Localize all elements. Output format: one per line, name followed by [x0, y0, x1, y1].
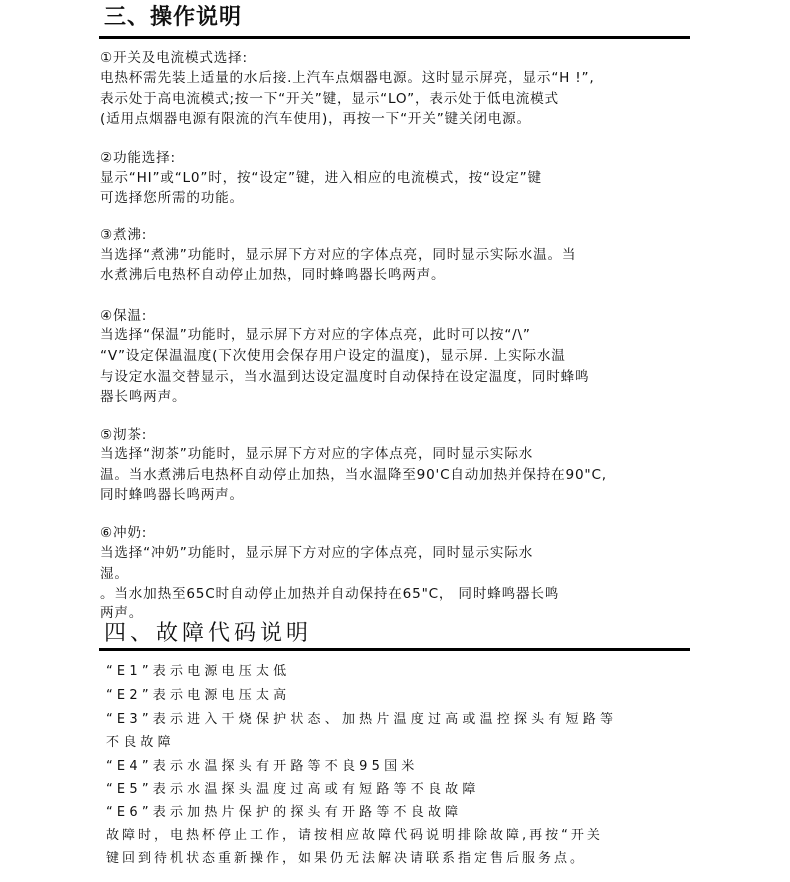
fault-code-e4: “E4”表示水温探头有开路等不良95国米 [106, 759, 419, 774]
paragraph-line: 当选择“冲奶”功能时，显示屏下方对应的字体点亮，同时显示实际水 [100, 545, 534, 561]
paragraph-line: 电热杯需先装上适量的水后接.上汽车点烟器电源。这时显示屏亮，显示“H !”, [100, 70, 595, 86]
paragraph-line: 可选择您所需的功能。 [100, 190, 244, 206]
paragraph-line: 显示“HI”或“L0”时，按“设定”键，进入相应的电流模式，按“设定”键 [100, 170, 542, 186]
paragraph-line: (适用点烟器电源有限流的汽车使用)，再按一下“开关”键关闭电源。 [100, 111, 531, 127]
fault-instructions: 故障时，电热杯停止工作，请按相应故障代码说明排除故障,再按“开关 [106, 828, 603, 843]
fault-code-e5: “E5”表示水温探头温度过高或有短路等不良故障 [106, 782, 480, 797]
fault-instructions: 键回到待机状态重新操作，如果仍无法解决请联系指定售后服务点。 [106, 851, 587, 866]
fault-code-e3: “E3”表示进入干烧保护状态、加热片温度过高或温控探头有短路等 [106, 712, 618, 727]
paragraph-line: 温。当水煮沸后电热杯自动停止加热，当水温降至90'C自动加热并保持在90"C, [100, 467, 607, 483]
section-4-rule [99, 648, 690, 651]
paragraph-line: 当选择“保温”功能时，显示屏下方对应的字体点亮，此时可以按“/\” [100, 327, 531, 343]
subheading-switch-mode: ①开关及电流模式选择: [100, 50, 248, 66]
paragraph-line: 。当水加热至65C时自动停止加热并自动保持在65"C， 同时蜂鸣器长鸣 [100, 586, 560, 602]
section-3-rule [99, 36, 690, 39]
paragraph-line: 当选择“沏茶”功能时，显示屏下方对应的字体点亮，同时显示实际水 [100, 446, 534, 462]
paragraph-line: 器长鸣两声。 [100, 389, 187, 405]
subheading-tea: ⑤沏茶: [100, 427, 148, 443]
fault-code-e1: “E1”表示电源电压太低 [106, 664, 291, 679]
fault-code-e6: “E6”表示加热片保护的探头有开路等不良故障 [106, 805, 463, 820]
subheading-function-select: ②功能选择: [100, 150, 176, 166]
section-4-title: 四、故障代码说明 [104, 621, 313, 646]
paragraph-line: 水煮沸后电热杯自动停止加热，同时蜂鸣器长鸣两声。 [100, 267, 446, 283]
paragraph-line: 湿。 [100, 566, 129, 582]
subheading-boil: ③煮沸: [100, 227, 148, 243]
subheading-keep-warm: ④保温: [100, 308, 148, 324]
paragraph-line: 表示处于高电流模式;按一下“开关”键，显示“LO”，表示处于低电流模式 [100, 91, 559, 107]
paragraph-line: 两声。 [100, 605, 144, 621]
paragraph-line: 当选择“煮沸”功能时，显示屏下方对应的字体点亮，同时显示实际水温。当 [100, 247, 577, 263]
subheading-milk: ⑥冲奶: [100, 525, 148, 541]
paragraph-line: 同时蜂鸣器长鸣两声。 [100, 487, 244, 503]
fault-code-e3-cont: 不良故障 [106, 735, 175, 750]
paragraph-line: 与设定水温交替显示，当水温到达设定温度时自动保持在设定温度，同时蜂鸣 [100, 369, 590, 385]
fault-code-e2: “E2”表示电源电压太高 [106, 688, 291, 703]
paragraph-line: “V”设定保温温度(下次使用会保存用户设定的温度)，显示屏. 上实际水温 [100, 348, 566, 364]
section-3-title: 三、操作说明 [104, 5, 243, 30]
